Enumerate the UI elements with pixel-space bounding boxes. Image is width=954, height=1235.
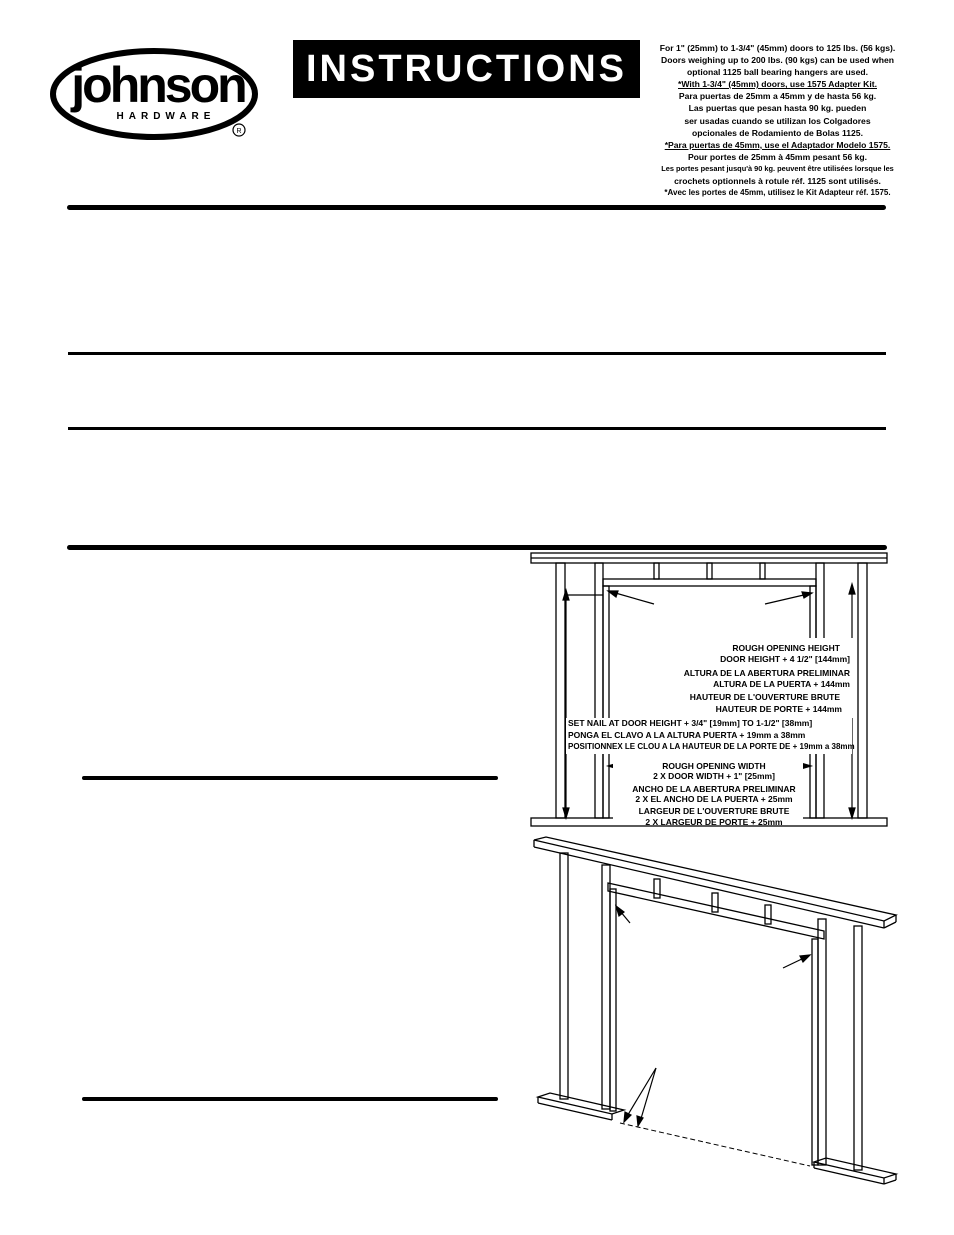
section-rule-2 [68, 352, 886, 355]
width-label-0: ROUGH OPENING WIDTH [662, 761, 766, 771]
height-label-4: HAUTEUR DE L'OUVERTURE BRUTE [689, 692, 840, 702]
height-label-2: ALTURA DE LA ABERTURA PRELIMINAR [683, 668, 850, 678]
width-label-5: 2 X LARGEUR DE PORTE + 25mm [645, 817, 783, 827]
note-en-3: *With 1-3/4" (45mm) doors, use 1575 Adapter Kit. [678, 79, 877, 90]
width-label-4: LARGEUR DE L'OUVERTURE BRUTE [638, 806, 790, 816]
note-fr-1: Les portes pesant jusqu'à 90 kg. peuvent être utilisées lorsque les [661, 163, 894, 173]
rough-opening-diagram [528, 548, 890, 830]
width-label-2: ANCHO DE LA ABERTURA PRELIMINAR [632, 784, 796, 794]
nail-label-1: PONGA EL CLAVO A LA ALTURA PUERTA + 19mm a 38mm [568, 730, 806, 740]
section-rule-3 [68, 427, 886, 430]
note-es-4: *Para puertas de 45mm, use el Adaptador Modelo 1575. [664, 139, 891, 150]
instructions-title-box [293, 40, 640, 98]
note-fr-3: *Avec les portes de 45mm, utilisez le Kit Adapteur réf. 1575. [664, 188, 891, 198]
height-label-0: ROUGH OPENING HEIGHT [732, 643, 840, 653]
framing-perspective-diagram [528, 835, 900, 1190]
width-label-3: 2 X EL ANCHO DE LA PUERTA + 25mm [635, 794, 793, 804]
section-rule-1 [67, 205, 886, 210]
johnson-logo-icon [50, 42, 265, 142]
note-en-1: Doors weighing up to 200 lbs. (90 kgs) can be used when [660, 55, 895, 66]
page-title: INSTRUCTIONS [306, 47, 627, 90]
step-rule-2 [82, 1097, 498, 1101]
height-label-3: ALTURA DE LA PUERTA + 144mm [713, 679, 850, 689]
brand-logo [50, 42, 265, 142]
note-es-2: ser usadas cuando se utilizan los Colgadores [684, 115, 871, 126]
note-en-0: For 1" (25mm) to 1-3/4" (45mm) doors to 125 lbs. (56 kgs). [659, 43, 896, 53]
height-label-5: HAUTEUR DE PORTE + 144mm [715, 704, 842, 714]
note-fr-2: crochets optionnels à rotule réf. 1125 sont utilisés. [674, 176, 881, 187]
note-es-3: opcionales de Rodamiento de Bolas 1125. [692, 127, 863, 138]
registered-mark: R [236, 128, 242, 135]
note-es-1: Las puertas que pesan hasta 90 kg. pueden [688, 103, 867, 114]
nail-label-2: POSITIONNEX LE CLOU A LA HAUTEUR DE LA PORTE DE + 19mm a 38mm [568, 742, 855, 751]
height-label-1: DOOR HEIGHT + 4 1/2" [144mm] [720, 654, 850, 664]
note-fr-0: Pour portes de 25mm à 45mm pesant 56 kg. [687, 151, 868, 162]
brand-name: johnson [71, 57, 245, 113]
width-label-1: 2 X DOOR WIDTH + 1" [25mm] [653, 771, 775, 781]
note-en-2: optional 1125 ball bearing hangers are used. [686, 67, 868, 78]
step-rule-1 [82, 776, 498, 780]
capacity-notes [655, 42, 900, 199]
note-es-0: Para puertas de 25mm a 45mm y de hasta 56 kg. [678, 91, 877, 102]
brand-subtitle: HARDWARE [116, 111, 216, 122]
nail-label-0: SET NAIL AT DOOR HEIGHT + 3/4" [19mm] TO 1-1/2" [38mm] [568, 718, 813, 728]
